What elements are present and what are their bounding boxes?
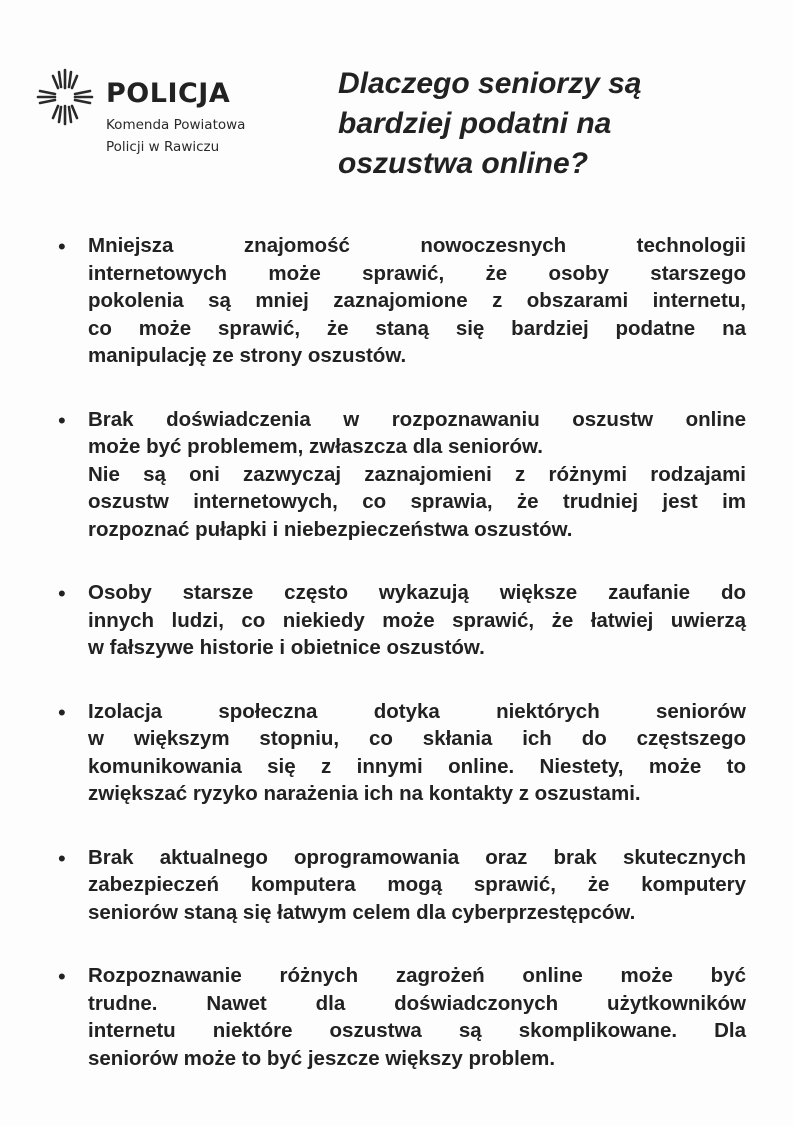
logo-subtitle-line: Komenda Powiatowa bbox=[106, 117, 246, 133]
bullet-dot-icon: • bbox=[58, 234, 66, 259]
bullet-text-line: w większym stopniu, co skłania ich do częstszego bbox=[88, 727, 746, 750]
bullet-text-line: manipulację ze strony oszustów. bbox=[88, 344, 407, 367]
police-star-icon bbox=[34, 66, 96, 128]
bullet-text-line: Izolacja społeczna dotyka niektórych seniorów bbox=[88, 699, 746, 723]
bullet-text-line: Brak doświadczenia w rozpoznawaniu oszustw online bbox=[88, 407, 746, 431]
list-item bbox=[56, 406, 746, 544]
bullet-text-line: Mniejsza znajomość nowoczesnych technologii bbox=[88, 234, 746, 257]
bullet-text-line: trudne. Nawet dla doświadczonych użytkowników bbox=[88, 991, 746, 1015]
logo-subtitle bbox=[106, 114, 245, 158]
bullet-dot-icon: • bbox=[58, 699, 66, 725]
list-item bbox=[56, 698, 746, 808]
title-line: Dlaczego seniorzy są bbox=[338, 67, 642, 100]
bullet-text-line: oszustw internetowych, co sprawia, że trudniej jest im bbox=[88, 490, 746, 513]
logo-name: POLICJA bbox=[106, 78, 231, 109]
bullet-text-line: może być problemem, zwłaszcza dla seniorów. bbox=[88, 435, 543, 458]
page-title bbox=[338, 64, 738, 184]
bullet-dot-icon: • bbox=[58, 581, 66, 606]
bullet-dot-icon: • bbox=[58, 845, 66, 871]
list-item bbox=[56, 232, 746, 370]
bullet-text-line: pokolenia są mniej zaznajomione z obszarami internetu, bbox=[88, 289, 746, 312]
bullet-text-line: innych ludzi, co niekiedy może sprawić, że łatwiej uwierzą bbox=[88, 608, 746, 632]
list-item bbox=[56, 844, 746, 927]
list-item bbox=[56, 962, 746, 1072]
bullet-text-line: internetu niektóre oszustwa są skomplikowane. Dla bbox=[88, 1019, 746, 1042]
bullet-text-line: seniorów staną się łatwym celem dla cyberprzestępców. bbox=[88, 900, 636, 924]
bullet-text-line: zwiększać ryzyko narażenia ich na kontakty z oszustami. bbox=[88, 782, 641, 805]
police-logo bbox=[34, 66, 274, 156]
bullet-text-line: internetowych może sprawić, że osoby starszego bbox=[88, 261, 746, 285]
bullet-text-line: rozpoznać pułapki i niebezpieczeństwa oszustów. bbox=[88, 517, 573, 541]
bullet-text-line: komunikowania się z innymi online. Niestety, może to bbox=[88, 754, 746, 778]
bullet-text-line: co może sprawić, że staną się bardziej podatne na bbox=[88, 316, 746, 340]
list-item bbox=[56, 579, 746, 662]
bullet-text-line: Osoby starsze często wykazują większe zaufanie do bbox=[88, 581, 746, 604]
bullet-text-line: Brak aktualnego oprogramowania oraz brak skutecznych bbox=[88, 845, 746, 869]
logo-subtitle-line: Policji w Rawiczu bbox=[106, 139, 220, 155]
bullet-text-line: seniorów może to być jeszcze większy problem. bbox=[88, 1046, 556, 1070]
bullet-text-line: Nie są oni zazwyczaj zaznajomieni z różnymi rodzajami bbox=[88, 462, 746, 486]
bullet-dot-icon: • bbox=[58, 964, 66, 989]
bullet-text-line: zabezpieczeń komputera mogą sprawić, że komputery bbox=[88, 873, 746, 896]
title-line: oszustwa online? bbox=[338, 147, 589, 180]
bullet-dot-icon: • bbox=[58, 407, 66, 433]
bullet-list bbox=[56, 232, 746, 1072]
bullet-text-line: Rozpoznawanie różnych zagrożeń online może być bbox=[88, 964, 746, 987]
title-line: bardziej podatni na bbox=[338, 107, 612, 140]
bullet-text-line: w fałszywe historie i obietnice oszustów. bbox=[88, 636, 485, 659]
